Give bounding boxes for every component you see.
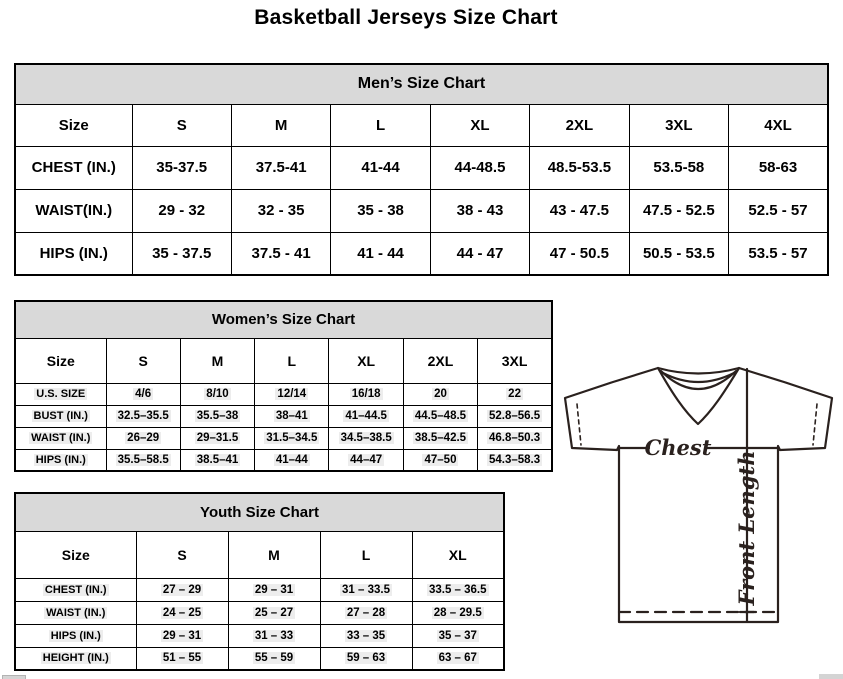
cell: 29 - 32 (132, 189, 231, 232)
cell: 35 – 37 (412, 624, 504, 647)
cell: 28 – 29.5 (412, 601, 504, 624)
cell: 55 – 59 (228, 647, 320, 670)
cell: 16/18 (329, 383, 403, 405)
cell: 48.5-53.5 (530, 146, 629, 189)
cell: 34.5–38.5 (329, 427, 403, 449)
youth-chest-row (15, 578, 504, 601)
youth-table-title: Youth Size Chart (15, 493, 504, 531)
cell: 24 – 25 (136, 601, 228, 624)
cell: 25 – 27 (228, 601, 320, 624)
cell: 50.5 - 53.5 (629, 232, 728, 275)
cell: 32.5–35.5 (106, 405, 180, 427)
row-label: CHEST (IN.) (15, 578, 136, 601)
mens-table-title-row (15, 64, 828, 104)
youth-height-row (15, 647, 504, 670)
cell: 37.5 - 41 (231, 232, 330, 275)
front-length-label: Front Length (734, 450, 759, 606)
youth-col-header: Size (15, 531, 136, 578)
cell: 52.5 - 57 (729, 189, 828, 232)
womens-col-header: 3XL (478, 338, 552, 383)
cell: 54.3–58.3 (478, 449, 552, 471)
mens-table-title: Men’s Size Chart (15, 64, 828, 104)
womens-col-header: L (255, 338, 329, 383)
cell: 47.5 - 52.5 (629, 189, 728, 232)
cell: 31 – 33.5 (320, 578, 412, 601)
cell: 31.5–34.5 (255, 427, 329, 449)
cell: 47–50 (403, 449, 477, 471)
mens-col-header: 3XL (629, 104, 728, 146)
row-label: U.S. SIZE (15, 383, 106, 405)
youth-table-title-row (15, 493, 504, 531)
cell: 35 - 37.5 (132, 232, 231, 275)
cell: 41-44 (331, 146, 430, 189)
cell: 27 – 29 (136, 578, 228, 601)
jersey-measurement-diagram (556, 360, 838, 628)
cell: 41–44.5 (329, 405, 403, 427)
cell: 38.5–41 (180, 449, 254, 471)
mens-hips-row (15, 232, 828, 275)
mens-size-table (14, 63, 829, 276)
cell: 38.5–42.5 (403, 427, 477, 449)
row-label: WAIST (IN.) (15, 427, 106, 449)
womens-col-header: S (106, 338, 180, 383)
cutoff-scrollbar-fragment-right (819, 674, 843, 679)
row-label: BUST (IN.) (15, 405, 106, 427)
mens-col-header: M (231, 104, 330, 146)
cell: 41 - 44 (331, 232, 430, 275)
cell: 44 - 47 (430, 232, 529, 275)
cell: 47 - 50.5 (530, 232, 629, 275)
cell: 35.5–58.5 (106, 449, 180, 471)
cell: 59 – 63 (320, 647, 412, 670)
womens-table-title: Women’s Size Chart (15, 301, 552, 338)
row-label: WAIST (IN.) (15, 601, 136, 624)
cell: 41–44 (255, 449, 329, 471)
womens-bust-row (15, 405, 552, 427)
youth-col-header: S (136, 531, 228, 578)
cell: 4/6 (106, 383, 180, 405)
cell: 12/14 (255, 383, 329, 405)
youth-col-header: XL (412, 531, 504, 578)
cell: 37.5-41 (231, 146, 330, 189)
cell: 27 – 28 (320, 601, 412, 624)
cell: 8/10 (180, 383, 254, 405)
youth-header-row (15, 531, 504, 578)
cutoff-scrollbar-fragment-left (2, 675, 26, 679)
cell: 33 – 35 (320, 624, 412, 647)
mens-col-header: 2XL (530, 104, 629, 146)
cell: 35-37.5 (132, 146, 231, 189)
mens-col-header: 4XL (729, 104, 828, 146)
cell: 51 – 55 (136, 647, 228, 670)
jersey-outline-icon (556, 360, 838, 628)
cell: 33.5 – 36.5 (412, 578, 504, 601)
womens-header-row (15, 338, 552, 383)
youth-waist-row (15, 601, 504, 624)
cell: 63 – 67 (412, 647, 504, 670)
youth-col-header: M (228, 531, 320, 578)
youth-hips-row (15, 624, 504, 647)
cell: 31 – 33 (228, 624, 320, 647)
mens-col-header: XL (430, 104, 529, 146)
cell: 43 - 47.5 (530, 189, 629, 232)
womens-col-header: M (180, 338, 254, 383)
womens-col-header: Size (15, 338, 106, 383)
womens-col-header: 2XL (403, 338, 477, 383)
youth-col-header: L (320, 531, 412, 578)
row-label: HIPS (IN.) (15, 449, 106, 471)
cell: 38 - 43 (430, 189, 529, 232)
cell: 29–31.5 (180, 427, 254, 449)
womens-hips-row (15, 449, 552, 471)
cell: 22 (478, 383, 552, 405)
cell: 53.5-58 (629, 146, 728, 189)
cell: 38–41 (255, 405, 329, 427)
mens-col-header: L (331, 104, 430, 146)
womens-ussize-row (15, 383, 552, 405)
cell: 29 – 31 (228, 578, 320, 601)
cell: 44–47 (329, 449, 403, 471)
cell: 44-48.5 (430, 146, 529, 189)
womens-waist-row (15, 427, 552, 449)
cell: 35 - 38 (331, 189, 430, 232)
womens-size-table (14, 300, 553, 472)
cell: 46.8–50.3 (478, 427, 552, 449)
cell: 35.5–38 (180, 405, 254, 427)
cell: 32 - 35 (231, 189, 330, 232)
cell: 58-63 (729, 146, 828, 189)
row-label: HEIGHT (IN.) (15, 647, 136, 670)
mens-col-header: S (132, 104, 231, 146)
youth-size-table (14, 492, 505, 671)
chest-label: Chest (644, 435, 712, 460)
cell: 44.5–48.5 (403, 405, 477, 427)
mens-waist-row (15, 189, 828, 232)
page-title: Basketball Jerseys Size Chart (254, 6, 558, 29)
cell: 20 (403, 383, 477, 405)
womens-col-header: XL (329, 338, 403, 383)
cell: 29 – 31 (136, 624, 228, 647)
mens-chest-row (15, 146, 828, 189)
cell: 52.8–56.5 (478, 405, 552, 427)
cell: 26–29 (106, 427, 180, 449)
row-label: HIPS (IN.) (15, 232, 132, 275)
cell: 53.5 - 57 (729, 232, 828, 275)
row-label: HIPS (IN.) (15, 624, 136, 647)
womens-table-title-row (15, 301, 552, 338)
mens-col-header: Size (15, 104, 132, 146)
mens-header-row (15, 104, 828, 146)
row-label: CHEST (IN.) (15, 146, 132, 189)
row-label: WAIST(IN.) (15, 189, 132, 232)
